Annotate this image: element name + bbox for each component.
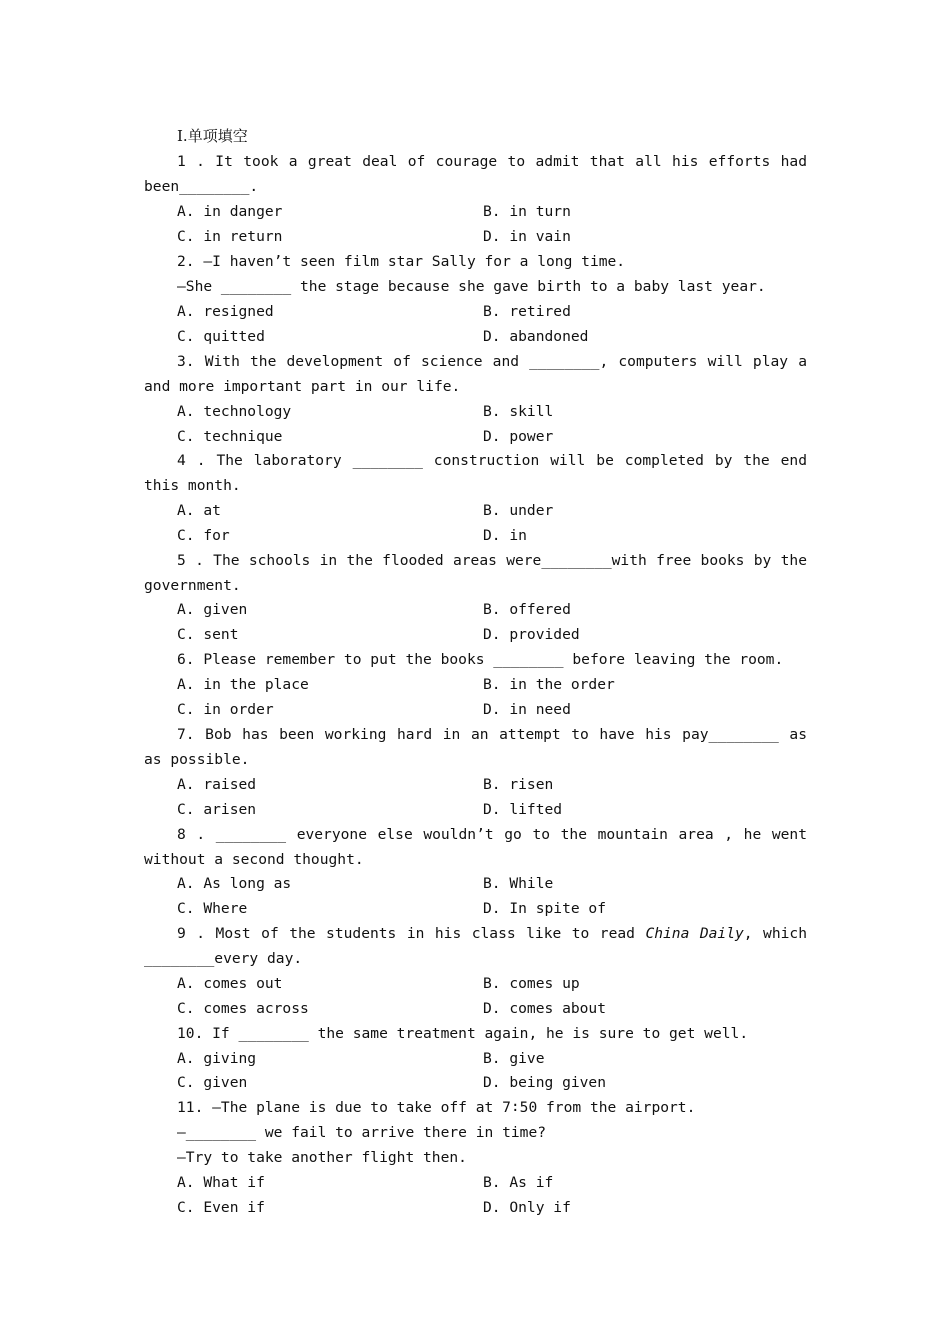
question-9-stem-tail: , which (743, 925, 807, 942)
question-11-option-c: C. Even if (177, 1199, 265, 1216)
question-1-stem-cont: been________. (144, 178, 259, 195)
newspaper-title: China Daily (645, 925, 744, 942)
question-9-option-b: B. comes up (483, 975, 580, 992)
question-7-option-a: A. raised (177, 776, 257, 793)
question-1-option-d: D. in vain (483, 228, 571, 245)
question-8-stem: 8 . ________ everyone else wouldn’t go to the mountain area , he went (177, 826, 807, 843)
question-8-option-b: B. While (483, 875, 554, 892)
question-1-option-b: B. in turn (483, 203, 571, 220)
section-title: Ⅰ.单项填空 (177, 127, 248, 145)
question-6-option-a: A. in the place (177, 676, 309, 693)
question-8-option-a: A. As long as (177, 875, 292, 892)
question-10-option-d: D. being given (483, 1074, 607, 1091)
question-10-option-b: B. give (483, 1050, 545, 1067)
question-1-stem: 1 . It took a great deal of courage to admit that all his efforts had (177, 153, 807, 170)
question-5-option-d: D. provided (483, 626, 580, 643)
question-5-stem: 5 . The schools in the flooded areas were________with free books by the (177, 552, 807, 569)
question-4-stem: 4 . The laboratory ________ construction will be completed by the end (177, 452, 807, 469)
question-11-option-b: B. As if (483, 1174, 554, 1191)
question-3-option-d: D. power (483, 428, 554, 445)
question-4-option-b: B. under (483, 502, 554, 519)
question-8-option-c: C. Where (177, 900, 248, 917)
question-6-option-c: C. in order (177, 701, 274, 718)
question-10-option-a: A. giving (177, 1050, 257, 1067)
question-4-option-c: C. for (177, 527, 230, 544)
question-3-stem: 3. With the development of science and ________, computers will play a (177, 353, 807, 370)
question-9-option-c: C. comes across (177, 1000, 309, 1017)
question-5-option-c: C. sent (177, 626, 239, 643)
question-11-stem-cont-2: —Try to take another flight then. (177, 1149, 467, 1166)
question-6-stem: 6. Please remember to put the books ________ before leaving the room. (177, 651, 784, 668)
question-6-option-d: D. in need (483, 701, 571, 718)
question-2-option-a: A. resigned (177, 303, 274, 320)
question-3-option-a: A. technology (177, 403, 292, 420)
question-7-option-c: C. arisen (177, 801, 257, 818)
question-8-stem-cont: without a second thought. (144, 851, 364, 868)
question-5-option-a: A. given (177, 601, 248, 618)
question-5-stem-cont: government. (144, 577, 241, 594)
question-5-option-b: B. offered (483, 601, 571, 618)
question-7-stem-cont: as possible. (144, 751, 250, 768)
question-10-option-c: C. given (177, 1074, 248, 1091)
question-9-stem-text: 9 . Most of the students in his class like to read (177, 925, 646, 942)
question-1-option-a: A. in danger (177, 203, 283, 220)
question-9-stem (177, 921, 807, 946)
question-6-option-b: B. in the order (483, 676, 615, 693)
question-4-option-a: A. at (177, 502, 221, 519)
question-3-option-c: C. technique (177, 428, 283, 445)
question-11-option-d: D. Only if (483, 1199, 571, 1216)
question-11-option-a: A. What if (177, 1174, 265, 1191)
question-1-option-c: C. in return (177, 228, 283, 245)
question-7-option-b: B. risen (483, 776, 554, 793)
question-2-option-d: D. abandoned (483, 328, 589, 345)
question-11-stem: 11. —The plane is due to take off at 7∶50 from the airport. (177, 1099, 696, 1116)
question-8-option-d: D. In spite of (483, 900, 607, 917)
question-2-option-b: B. retired (483, 303, 571, 320)
question-2-stem: 2. —I haven’t seen film star Sally for a long time. (177, 253, 626, 270)
question-3-stem-cont: and more important part in our life. (144, 378, 461, 395)
question-2-option-c: C. quitted (177, 328, 265, 345)
question-11-stem-cont: —________ we fail to arrive there in time? (177, 1124, 547, 1141)
question-9-option-a: A. comes out (177, 975, 283, 992)
question-7-option-d: D. lifted (483, 801, 563, 818)
question-7-stem: 7. Bob has been working hard in an attempt to have his pay________ as (177, 726, 807, 743)
question-9-stem-cont: ________every day. (144, 950, 303, 967)
question-3-option-b: B. skill (483, 403, 554, 420)
question-2-stem-cont: —She ________ the stage because she gave birth to a baby last year. (177, 278, 766, 295)
question-10-stem: 10. If ________ the same treatment again, he is sure to get well. (177, 1025, 749, 1042)
question-4-stem-cont: this month. (144, 477, 241, 494)
question-9-option-d: D. comes about (483, 1000, 607, 1017)
question-4-option-d: D. in (483, 527, 527, 544)
